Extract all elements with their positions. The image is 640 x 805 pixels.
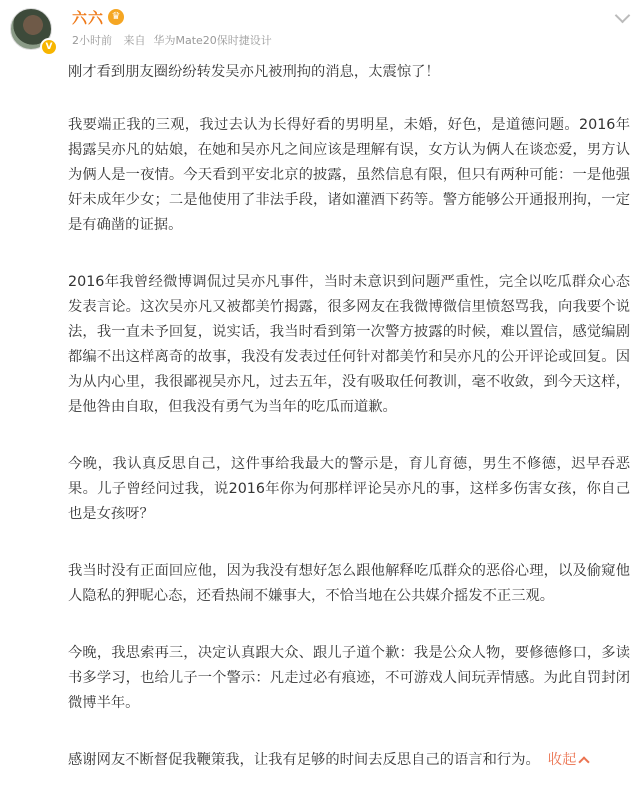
post-paragraph-text: 感谢网友不断督促我鞭策我，让我有足够的时间去反思自己的语言和行为。	[68, 752, 540, 768]
post-paragraph: 我当时没有正面回应他，因为我没有想好怎么跟他解释吃瓜群众的恶俗心理，以及偷窥他人隐私的狎昵心态，还看热闹不嫌事大，不恰当地在公共媒介摇发不正三观。	[68, 563, 630, 604]
post-paragraph: 我要端正我的三观，我过去认为长得好看的男明星，未婚，好色，是道德问题。2016年揭露吴亦凡的姑娘，在她和吴亦凡之间应该是理解有误，女方认为俩人在谈恋爱，男方认为俩人是一夜情。今天看到平安北京的披露，虽然信息有限，但只有两种可能：一是他强奸未成年少女；二是他使用了非法手段，诸如灌酒下药等。警方能够公开通报刑拘，一定是有确凿的证据。	[68, 117, 630, 233]
collapse-link[interactable]	[548, 752, 589, 768]
member-crown-icon: ♛	[108, 9, 124, 25]
post-device[interactable]: 华为Mate20保时捷设计	[153, 34, 272, 47]
post-paragraph-last	[68, 748, 630, 773]
post-paragraph: 今晚，我认真反思自己，这件事给我最大的警示是，育儿育德，男生不修德，迟早吞恶果。儿子曾经问过我，说2016年你为何那样评论吴亦凡的事，这样多伤害女孩，你自己也是女孩呀？	[68, 456, 630, 522]
post-time: 2小时前	[72, 34, 112, 47]
chevron-down-icon[interactable]	[615, 8, 631, 24]
chevron-up-icon[interactable]	[579, 756, 590, 767]
verified-badge-icon: V	[40, 38, 58, 56]
post-header	[0, 0, 640, 56]
post-paragraph: 刚才看到朋友圈纷纷转发吴亦凡被刑拘的消息，太震惊了！	[68, 64, 440, 80]
collapse-label[interactable]: 收起	[547, 752, 577, 768]
post-body	[68, 60, 630, 805]
post-source-prefix: 来自	[123, 34, 146, 47]
post-paragraph: 今晚，我思索再三，决定认真跟大众、跟儿子道个歉：我是公众人物，要修德修口，多读书多学习，也给儿子一个警示：凡走过必有痕迹，不可游戏人间玩弄情感。为此自罚封闭微博半年。	[68, 645, 630, 711]
post-paragraph: 2016年我曾经微博调侃过吴亦凡事件，当时未意识到问题严重性，完全以吃瓜群众心态发表言论。这次吴亦凡又被都美竹揭露，很多网友在我微博微信里愤怒骂我，向我要个说法，我一直未予回复，说实话，我当时看到第一次警方披露的时候，难以置信，感觉编剧都编不出这样离奇的故事，我没有发表过任何针对都美竹和吴亦凡的公开评论或回复。因为从内心里，我很鄙视吴亦凡，过去五年，没有吸取任何教训，毫不收敛，到今天这样，是他咎由自取，但我没有勇气为当年的吃瓜而道歉。	[68, 274, 630, 415]
author-name[interactable]: 六六	[72, 9, 105, 27]
post-meta	[72, 32, 280, 48]
